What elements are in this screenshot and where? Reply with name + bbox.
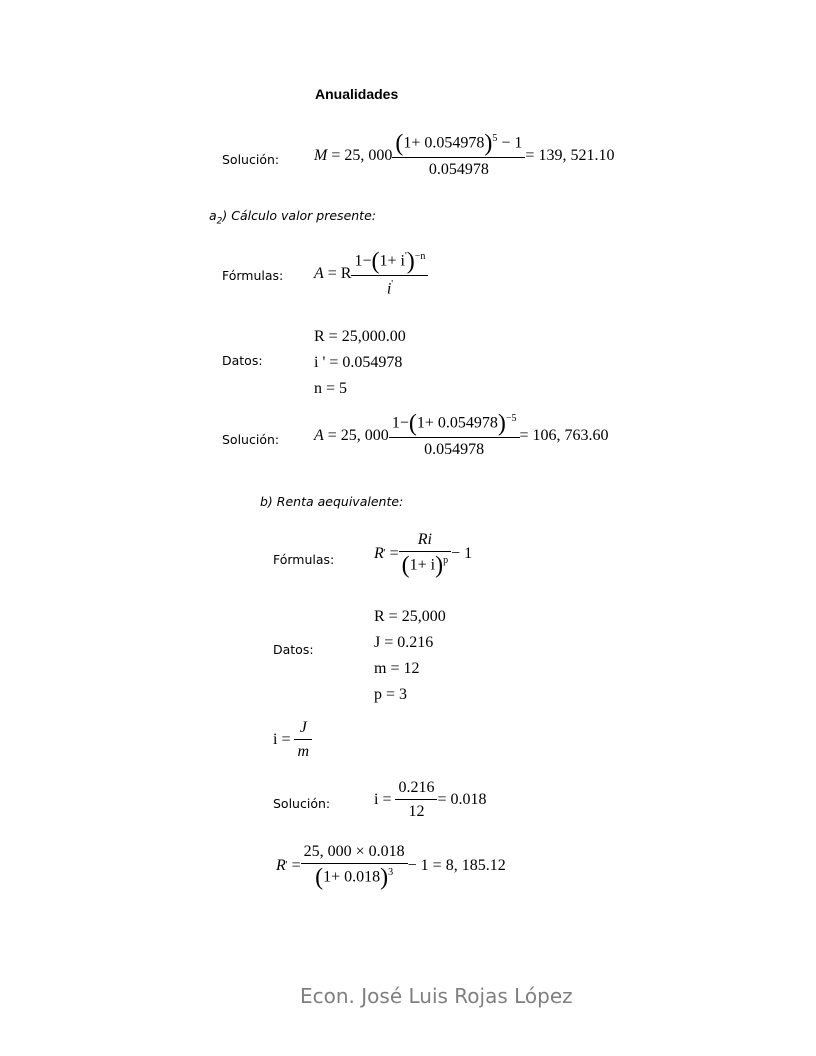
- datos-label: Datos:: [222, 353, 263, 368]
- numerator: Ri: [399, 532, 451, 552]
- denominator: 12: [408, 803, 425, 820]
- numerator: 0.216: [395, 780, 437, 800]
- datos-item: i ' = 0.054978: [314, 354, 403, 371]
- datos-item: p = 3: [374, 686, 408, 703]
- formula-result: = 139, 521.10: [525, 146, 615, 164]
- formulas-label: Fórmulas:: [273, 552, 335, 567]
- datos-item: m = 12: [374, 660, 420, 677]
- fraction: [294, 720, 312, 760]
- fraction: [351, 248, 428, 297]
- formulas-label: Fórmulas:: [222, 268, 284, 283]
- datos-item: R = 25,000: [374, 608, 446, 625]
- numerator: $1-(1+ i')^{-n}$: [351, 252, 428, 276]
- numerator: 25, 000 × 0.018: [301, 844, 408, 864]
- datos-label: Datos:: [273, 642, 314, 657]
- section-heading-a2: $a_2$) Cálculo valor presente:: [209, 208, 376, 227]
- rate-solution: i = $\frac{0.216}{12}$ = 0.018: [374, 779, 487, 820]
- formula-coef: = 25, 000: [331, 146, 393, 164]
- equivalent-rent-solution: R ' = $\frac{25, 000 \times 0.018}{(1+ 0.018)^3}$ − 1 = 8, 185.12: [276, 843, 506, 891]
- solution-label: Solución:: [222, 152, 280, 167]
- datos-list: [374, 604, 446, 708]
- numerator: J: [294, 720, 312, 740]
- datos-item: J = 0.216: [374, 634, 434, 651]
- solution-label: Solución:: [273, 796, 331, 811]
- section-heading-b: b) Renta aequivalente:: [260, 494, 404, 509]
- denominator: $(1+ 0.018)^3$: [315, 864, 394, 891]
- datos-item: R = 25,000.00: [314, 328, 406, 345]
- future-value-formula: [314, 130, 615, 178]
- denominator: m: [297, 743, 310, 760]
- rate-formula: i = $\frac{J}{m}$: [273, 720, 312, 760]
- present-value-solution: A = 25, 000 $\frac{1-(1+ 0.054978)^{-5}}{0.054978}$ = 106, 763.60: [314, 410, 609, 458]
- page-title: Anualidades: [315, 86, 399, 102]
- fraction: [392, 130, 525, 178]
- denominator: 0.054978: [428, 160, 489, 178]
- present-value-formula: A = R $\frac{1-(1+ i')^{-n}}{i'}$: [314, 252, 428, 297]
- datos-item: n = 5: [314, 380, 348, 397]
- denominator: $(1+ i)^p$: [401, 552, 449, 579]
- footer-author: Econ. José Luis Rojas López: [300, 984, 573, 1008]
- solution-label: Solución:: [222, 432, 280, 447]
- fraction: [395, 780, 437, 820]
- formula-lhs: M: [314, 146, 328, 164]
- denominator: 0.054978: [424, 440, 485, 458]
- equivalent-rent-formula: R ' = $\frac{Ri}{(1+ i)^p}$ − 1: [374, 531, 473, 579]
- denominator: i': [386, 278, 394, 297]
- numerator: $1-(1+ 0.054978)^{-5}$: [389, 414, 520, 438]
- fraction: [301, 843, 408, 891]
- datos-list: [314, 324, 406, 402]
- numerator: $(1+ 0.054978)^5 - 1$: [392, 134, 525, 158]
- fraction: [389, 410, 520, 458]
